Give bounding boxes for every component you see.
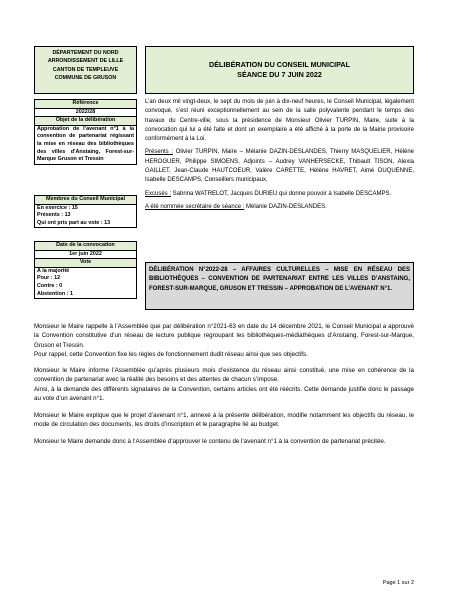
body-paragraph-1 bbox=[34, 322, 414, 359]
reference-label: Référence bbox=[34, 99, 137, 109]
main-column bbox=[145, 98, 414, 212]
dept-line-4: COMMUNE DE GRUSON bbox=[54, 74, 117, 81]
presents-count: Présents : 13 bbox=[34, 212, 137, 220]
excuses-label: Excusés : bbox=[145, 190, 172, 197]
body-p3: Monsieur le Maire explique que le projet d’avenant n°1, annexé à la présente délibération, modifie notamment les objectifs du réseau, le mode de circulation des documents, les droits d’inscription et le paragraphe lié au budget. bbox=[34, 412, 414, 429]
dept-line-1: DÉPARTEMENT DU NORD bbox=[52, 50, 119, 56]
body-p1b: Pour rappel, cette Convention fixe les règles de fonctionnement dudit réseau ainsi que ses objectifs. bbox=[34, 350, 308, 358]
body-p4: Monsieur le Maire demande donc à l’Assemblée d’approuver le contenu de l’avenant n°1 à la convention de partenariat précitée. bbox=[34, 438, 386, 445]
excuses-paragraph bbox=[145, 190, 414, 199]
dept-line-2: ARRONDISSEMENT DE LILLE bbox=[47, 58, 124, 65]
page-number: Page 1 sur 2 bbox=[382, 580, 414, 586]
vote-label: Vote bbox=[34, 259, 137, 268]
vote-majorite: A la majorité bbox=[34, 268, 137, 276]
presents-list: Olivier TURPIN, Maire – Mélanie DAZIN-DESLANDES, Thierry MASQUELIER, Hélène HEROGUER, Philippe SIMOENS, Adjoints – Audrey VANHERSECKE, Thibault TISON, Alexia GAILLET, Jean-Claude HAUTCOEUR, Valère CARETTE, Hélène HAVRET, Aimé DUQUENNE, Isabelle DESCAMPS, Conseillers municipaux. bbox=[145, 149, 414, 184]
convocation-value: 1er juin 2022 bbox=[34, 251, 137, 260]
vote-abstention: Abstention : 1 bbox=[34, 291, 137, 300]
deliberation-title-box: DÉLIBÉRATION N°2022-28 – AFFAIRES CULTURELLES – MISE EN RÉSEAU DES BIBLIOTHÈQUES – CONVENTION DE PARTENARIAT ENTRE LES VILLES D’ANSTAING, FOREST-SUR-MARQUE, GRUSON ET TRESSIN – APPROBATION DE L’AVENANT N°1. bbox=[145, 262, 414, 310]
membres-label: Membres du Conseil Municipal bbox=[34, 195, 137, 205]
body-p2b: Ainsi, à la demande des différents signataires de la Convention, certains articles ont été réécrits. Cette demande justifie donc le passage au vote d’un avenant n°1. bbox=[34, 385, 414, 402]
intro-paragraph: L’an deux mil vingt-deux, le sept du mois de juin à dix-neuf heures, le Conseil Municipal, légalement convoqué, s’est réuni exceptionnellement au sein de la salle polyvalente pendant le temps des travaux du Centre-ville, sous la présidence de Monsieur Olivier TURPIN, Maire, suite à la convocation qui lui a été faite et dont un exemplaire a été affiché à la porte de la Mairie provisoire conformément à la Loi. bbox=[145, 99, 414, 143]
title-box bbox=[145, 46, 414, 94]
secretaire-label: A été nommée secrétaire de séance : bbox=[145, 203, 245, 210]
presents-paragraph bbox=[145, 148, 414, 185]
objet-text: Approbation de l’avenant n°1 à la convention de partenariat régissant la mise en réseau des bibliothèques des villes d’Anstaing, Forest-sur-Marque Gruson et Tressin bbox=[34, 126, 137, 165]
objet-label: Objet de la délibération bbox=[34, 117, 137, 126]
body-paragraph-2 bbox=[34, 366, 414, 403]
secretaire-name: Mélanie DAZIN-DESLANDES. bbox=[244, 203, 327, 210]
vote-contre: Contre : 0 bbox=[34, 283, 137, 291]
body-paragraph-4 bbox=[34, 437, 414, 446]
convocation-label: Date de la convocation bbox=[34, 241, 137, 251]
presents-label: Présents : bbox=[145, 149, 174, 156]
excuses-list: Sabrina WATRELOT, Jacques DURIEU qui donne pouvoir à Isabelle DESCAMPS. bbox=[171, 190, 392, 197]
convocation-block bbox=[34, 241, 137, 299]
title-line-2: SÉANCE DU 7 JUIN 2022 bbox=[237, 70, 322, 79]
vote-pour: Pour : 12 bbox=[34, 275, 137, 283]
body-p2: Monsieur le Maire informe l’Assemblée qu’après plusieurs mois d’existence du réseau ainsi constitué, une mise en cohérence de la convention de partenariat avec la réalité des besoins et des attentes de chacun s’impose. bbox=[34, 367, 414, 384]
dept-line-3: CANTON DE TEMPLEUVE bbox=[52, 66, 119, 73]
body-paragraph-3 bbox=[34, 411, 414, 430]
body-p1: Monsieur le Maire rappelle à l’Assemblée que par délibération n°2021-63 en date du 14 décembre 2021, le Conseil Municipal a approuvé la Convention constitutive d’un réseau de lecture publique regroupant les bibliothèques-médiathèques d’Anstaing, Forest-sur-Marque, Gruson et Tressin. bbox=[34, 323, 414, 349]
department-box bbox=[34, 46, 137, 94]
en-exercice: En exercice : 15 bbox=[34, 205, 137, 213]
title-line-1: DÉLIBÉRATION DU CONSEIL MUNICIPAL bbox=[209, 60, 350, 69]
votants-count: Qui ont pris part au vote : 13 bbox=[34, 220, 137, 229]
secretaire-paragraph bbox=[145, 203, 414, 212]
reference-block bbox=[34, 99, 137, 165]
reference-value: 2022/28 bbox=[34, 109, 137, 118]
membres-block bbox=[34, 195, 137, 228]
